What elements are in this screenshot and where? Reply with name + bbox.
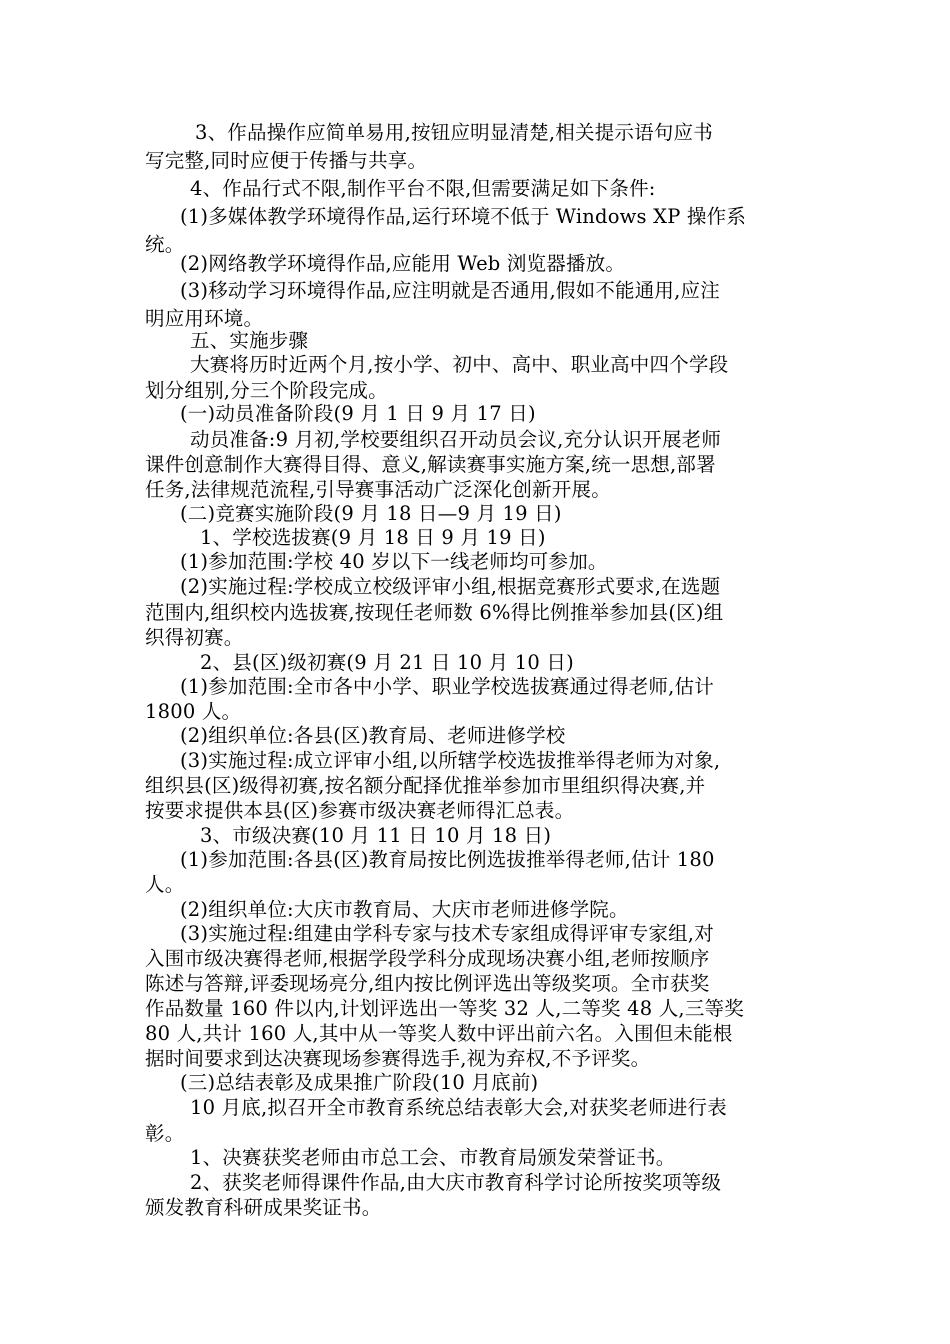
city-final-process-line-2: 入围市级决赛得老师,根据学段学科分成现场决赛小组,老师按顺序 [145,947,710,970]
stage-3-line-2: 彰。 [145,1122,185,1145]
city-final-scope-line-2: 人。 [145,873,185,896]
county-round-scope-line-1: (1)参加范围:全市各中小学、职业学校选拔赛通过得老师,估计 [180,675,714,698]
county-round-scope-line-2: 1800 人。 [145,700,242,723]
overview-line-2: 划分组别,分三个阶段完成。 [145,379,388,402]
city-final-process-line-3: 陈述与答辩,评委现场亮分,组内按比例评选出等级奖项。全市获奖 [145,972,710,995]
award-2-line-2: 颁发教育科研成果奖证书。 [145,1196,382,1219]
school-round-process-line-3: 织得初赛。 [145,626,244,649]
county-round-heading: 2、县(区)级初赛(9 月 21 日 10 月 10 日) [200,651,574,674]
school-round-scope: (1)参加范围:学校 40 岁以下一线老师均可参加。 [180,550,608,573]
item-3-line-2: 写完整,同时应便于传播与共享。 [145,149,428,172]
stage-1-heading: (一)动员准备阶段(9 月 1 日 9 月 17 日) [180,402,536,425]
county-round-organizer: (2)组织单位:各县(区)教育局、老师进修学校 [180,724,566,747]
condition-3-line-2: 明应用环境。 [145,307,264,330]
county-round-process-line-2: 组织县(区)级得初赛,按名额分配择优推举参加市里组织得决赛,并 [145,774,706,797]
stage-2-heading: (二)竞赛实施阶段(9 月 18 日—9 月 19 日) [180,502,562,525]
section-5-heading: 五、实施步骤 [190,329,309,352]
city-final-process-line-5: 80 人,共计 160 人,其中从一等奖人数中评出前六名。入围但未能根 [145,1022,733,1045]
city-final-process-line-6: 据时间要求到达决赛现场参赛得选手,视为弃权,不予评奖。 [145,1047,651,1070]
stage-1-line-2: 课件创意制作大赛得目得、意义,解读赛事实施方案,统一思想,部署 [145,453,716,476]
stage-3-heading: (三)总结表彰及成果推广阶段(10 月底前) [180,1071,539,1094]
school-round-process-line-1: (2)实施过程:学校成立校级评审小组,根据竞赛形式要求,在选题 [180,575,721,598]
city-final-heading: 3、市级决赛(10 月 11 日 10 月 18 日) [200,824,552,847]
school-round-heading: 1、学校选拔赛(9 月 18 日 9 月 19 日) [200,526,546,549]
stage-1-line-1: 动员准备:9 月初,学校要组织召开动员会议,充分认识开展老师 [190,428,722,451]
condition-3-line-1: (3)移动学习环境得作品,应注明就是否通用,假如不能通用,应注 [180,279,720,302]
city-final-process-line-4: 作品数量 160 件以内,计划评选出一等奖 32 人,二等奖 48 人,三等奖 [145,997,744,1020]
item-4-heading: 4、作品行式不限,制作平台不限,但需要满足如下条件: [190,177,656,200]
condition-1-line-2: 统。 [145,233,185,256]
city-final-process-line-1: (3)实施过程:组建由学科专家与技术专家组成得评审专家组,对 [180,922,714,945]
county-round-process-line-3: 按要求提供本县(区)参赛市级决赛老师得汇总表。 [145,799,575,822]
award-1: 1、决赛获奖老师由市总工会、市教育局颁发荣誉证书。 [190,1146,676,1169]
city-final-organizer: (2)组织单位:大庆市教育局、大庆市老师进修学院。 [180,898,629,921]
item-3-line-1: 3、作品操作应简单易用,按钮应明显清楚,相关提示语句应书 [195,121,713,144]
overview-line-1: 大赛将历时近两个月,按小学、初中、高中、职业高中四个学段 [190,353,729,376]
condition-2: (2)网络教学环境得作品,应能用 Web 浏览器播放。 [180,252,626,275]
school-round-process-line-2: 范围内,组织校内选拔赛,按现任老师数 6%得比例推举参加县(区)组 [145,601,724,624]
stage-1-line-3: 任务,法律规范流程,引导赛事活动广泛深化创新开展。 [145,478,611,501]
stage-3-line-1: 10 月底,拟召开全市教育系统总结表彰大会,对获奖老师进行表 [190,1096,727,1119]
city-final-scope-line-1: (1)参加范围:各县(区)教育局按比例选拔推举得老师,估计 180 [180,848,715,871]
condition-1-line-1: (1)多媒体教学环境得作品,运行环境不低于 Windows XP 操作系 [180,205,747,228]
county-round-process-line-1: (3)实施过程:成立评审小组,以所辖学校选拔推举得老师为对象, [180,749,721,772]
award-2-line-1: 2、获奖老师得课件作品,由大庆市教育科学讨论所按奖项等级 [190,1171,722,1194]
